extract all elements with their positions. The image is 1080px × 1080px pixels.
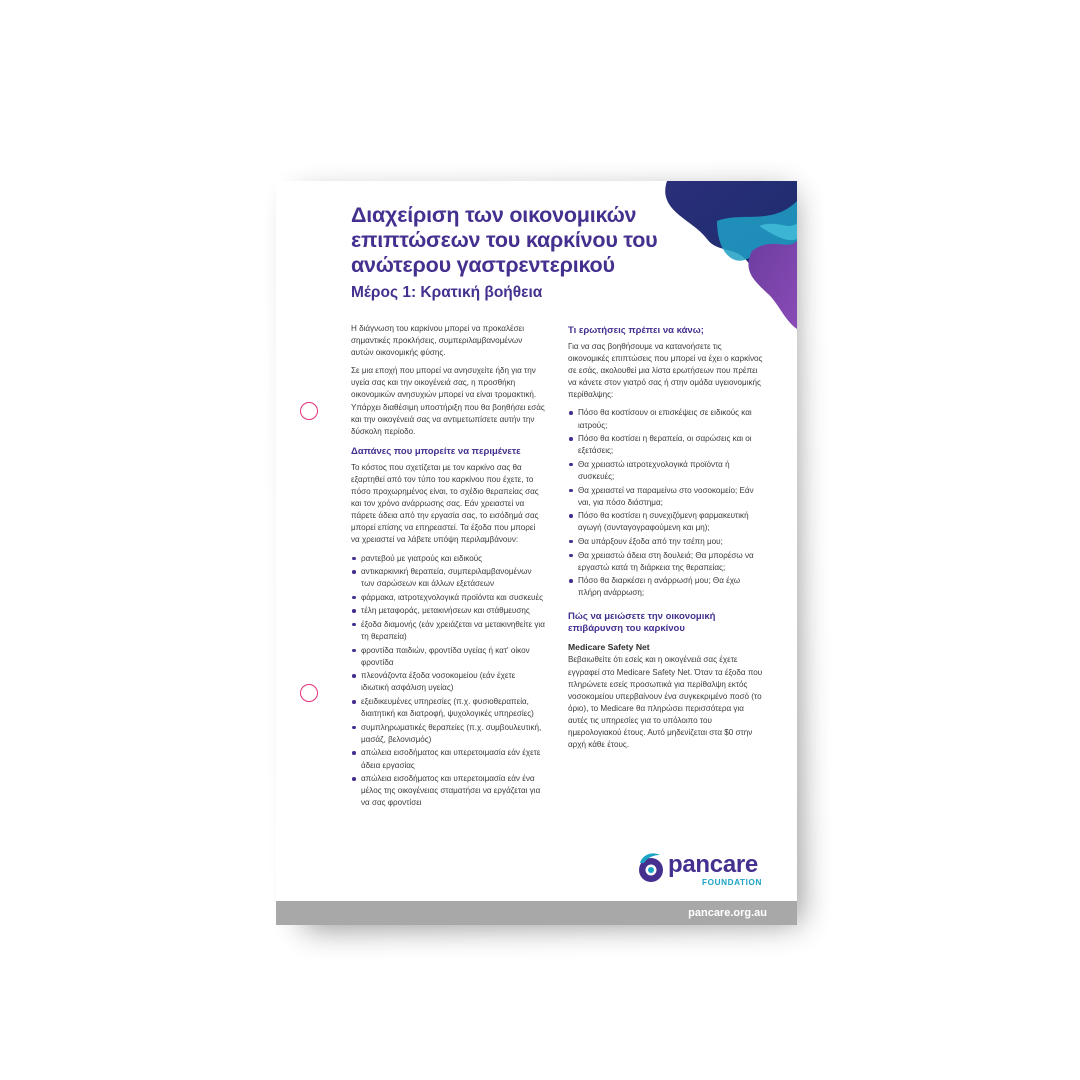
list-item: Πόσο θα κοστίσει η συνεχιζόμενη φαρμακευτική αγωγή (συνταγογραφούμενη και μη); <box>568 510 763 534</box>
page-title-line-3: ανώτερου γαστρεντερικού <box>351 253 615 277</box>
list-item: ραντεβού με γιατρούς και ειδικούς <box>351 553 545 565</box>
list-item: πλεονάζοντα έξοδα νοσοκομείου (εάν έχετε ιδιωτική ασφάλιση υγείας) <box>351 670 545 694</box>
list-item: Πόσο θα κοστίσει η θεραπεία, οι σαρώσεις και οι εξετάσεις; <box>568 433 763 457</box>
costs-list <box>351 553 545 810</box>
list-item: έξοδα διαμονής (εάν χρειάζεται να μετακινηθείτε για τη θεραπεία) <box>351 619 545 643</box>
list-item: Θα χρειαστώ ιατροτεχνολογικά προϊόντα ή συσκευές; <box>568 459 763 483</box>
list-item: Θα υπάρξουν έξοδα από την τσέπη μου; <box>568 536 763 548</box>
document-page <box>276 181 797 925</box>
pancare-logo <box>634 849 774 893</box>
list-item: απώλεια εισοδήματος και υπερετοιμασία εάν ένα μέλος της οικογένειας σταματήσει να εργάζεται για να σας φροντίσει <box>351 773 545 809</box>
questions-heading: Τι ερωτήσεις πρέπει να κάνω; <box>568 325 704 336</box>
list-item: Πόσο θα κοστίσουν οι επισκέψεις σε ειδικούς και ιατρούς; <box>568 407 763 431</box>
list-item: Πόσο θα διαρκέσει η ανάρρωσή μου; Θα έχω πλήρη ανάρρωση; <box>568 575 763 599</box>
title-block <box>351 203 681 302</box>
intro-paragraph-1: Η διάγνωση του καρκίνου μπορεί να προκαλέσει σημαντικές προκλήσεις, συμπεριλαμβανομένων αυτών οικονομικής φύσης. <box>351 324 525 358</box>
costs-paragraph: Το κόστος που σχετίζεται με τον καρκίνο σας θα εξαρτηθεί από τον τύπο του καρκίνου που έχετε, το πόσο προχωρημένος είναι, το σχέδιο θεραπείας σας και τον χρόνο ανάρρωσης σας. Εάν χρειαστεί να πάρετε άδεια από την εργασία σας, το εισόδημά σας μπορεί επίσης να επηρεαστεί. Τα έξοδα που μπορεί να χρειαστεί να λάβετε υπόψη περιλαμβάνουν: <box>351 462 539 545</box>
intro-paragraph-2: Σε μια εποχή που μπορεί να ανησυχείτε ήδη για την υγεία σας και την οικογένειά σας, η προσθήκη οικονομικών ανησυχιών μπορεί να είναι τρομακτική. Υπάρχει διαθέσιμη υποστήριξη που θα βοηθήσει εσάς και την οικογένειά σας να αντιμετωπίσετε αυτήν την δύσκολη περίοδο. <box>351 366 545 436</box>
questions-list <box>568 407 763 599</box>
list-item: απώλεια εισοδήματος και υπερετοιμασία εάν έχετε άδεια εργασίας <box>351 747 545 771</box>
list-item: Θα χρειαστεί να παραμείνω στο νοσοκομείο; Εάν ναι, για πόσο διάστημα; <box>568 485 763 509</box>
list-item: φροντίδα παιδιών, φροντίδα υγείας ή κατ' οίκον φροντίδα <box>351 645 545 669</box>
list-item: φάρμακα, ιατροτεχνολογικά προϊόντα και συσκευές <box>351 592 545 604</box>
pancare-logo-icon <box>634 851 668 885</box>
costs-heading: Δαπάνες που μπορείτε να περιμένετε <box>351 445 521 457</box>
reduce-burden-heading: Πώς να μειώσετε την οικονομική επιβάρυνση του καρκίνου <box>568 611 716 635</box>
logo-wordmark: pancare <box>668 851 758 878</box>
list-item: Θα χρειαστώ άδεια στη δουλειά; Θα μπορέσω να εργαστώ κατά τη διάρκεια της θεραπείας; <box>568 550 763 574</box>
safety-net-heading: Medicare Safety Net <box>568 642 650 653</box>
questions-intro: Για να σας βοηθήσουμε να κατανοήσετε τις οικονομικές επιπτώσεις που μπορεί να έχει ο καρκίνος σε εσάς, ακολουθεί μια λίστα ερωτήσεων που πρέπει να κάνετε στον γιατρό σας ή στην ομάδα υγειονομικής περίθαλψης: <box>568 342 763 400</box>
page-title-line-2: επιπτώσεων του καρκίνου του <box>351 228 658 252</box>
list-item: συμπληρωματικές θεραπείες (π.χ. συμβουλευτική, μασάζ, βελονισμός) <box>351 722 545 746</box>
left-column <box>351 323 545 811</box>
list-item: αντικαρκινική θεραπεία, συμπεριλαμβανομένων των σαρώσεων και άλλων εξετάσεων <box>351 566 545 590</box>
punch-hole-top <box>300 402 318 420</box>
list-item: εξειδικευμένες υπηρεσίες (π.χ. φυσιοθεραπεία, διαιτητική και διατροφή, ψυχολογικές υπηρεσίες) <box>351 696 545 720</box>
right-column <box>568 325 763 757</box>
punch-hole-bottom <box>300 684 318 702</box>
logo-subtitle: FOUNDATION <box>702 878 762 887</box>
list-item: τέλη μεταφοράς, μετακινήσεων και στάθμευσης <box>351 605 545 617</box>
footer-bar <box>276 901 797 925</box>
safety-net-paragraph: Βεβαιωθείτε ότι εσείς και η οικογένειά σας έχετε εγγραφεί στο Medicare Safety Net. Όταν τα έξοδα που πληρώνετε εσείς προσωπικά για περίθαλψη εκτός νοσοκομείου υπερβαίνουν ένα συγκεκριμένο ποσό (το όριο), το Medicare θα πληρώσει περισσότερα για αυτές τις υπηρεσίες για το υπόλοιπο του ημερολογιακού έτους. Αυτό μηδενίζεται στα $0 στην αρχή κάθε έτους. <box>568 655 763 750</box>
page-title-line-1: Διαχείριση των οικονομικών <box>351 203 637 227</box>
page-subtitle: Μέρος 1: Κρατική βοήθεια <box>351 284 543 301</box>
footer-url: pancare.org.au <box>688 907 767 919</box>
